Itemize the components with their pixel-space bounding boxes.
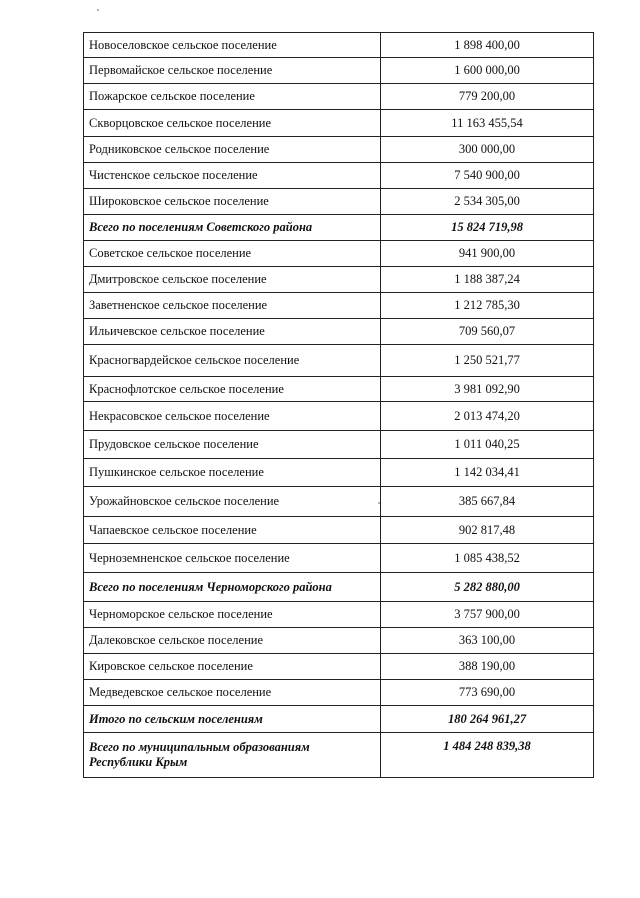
settlement-name-cell: Дмитровское сельское поселение	[84, 267, 381, 293]
scan-speck	[378, 502, 380, 504]
settlement-name-cell: Заветненское сельское поселение	[84, 293, 381, 319]
table-total-row	[84, 706, 594, 733]
amount-cell: 1 188 387,24	[381, 267, 594, 293]
settlement-name-cell: Чапаевское сельское поселение	[84, 517, 381, 544]
settlement-name-cell: Пушкинское сельское поселение	[84, 459, 381, 487]
amount-cell: 902 817,48	[381, 517, 594, 544]
settlement-name-cell: Советское сельское поселение	[84, 241, 381, 267]
table-row	[84, 84, 594, 110]
settlement-name-cell: Первомайское сельское поселение	[84, 58, 381, 84]
table-row	[84, 602, 594, 628]
settlement-name-cell: Красногвардейское сельское поселение	[84, 345, 381, 377]
amount-cell: 941 900,00	[381, 241, 594, 267]
table-row	[84, 654, 594, 680]
amount-cell: 2 013 474,20	[381, 402, 594, 431]
settlement-name-cell: Родниковское сельское поселение	[84, 137, 381, 163]
table-row	[84, 189, 594, 215]
amount-cell: 11 163 455,54	[381, 110, 594, 137]
table-total-row	[84, 573, 594, 602]
amount-cell: 388 190,00	[381, 654, 594, 680]
table-row	[84, 319, 594, 345]
table-total-row	[84, 215, 594, 241]
amount-cell: 15 824 719,98	[381, 215, 594, 241]
settlement-name-cell: Всего по поселениям Советского района	[84, 215, 381, 241]
table-row	[84, 431, 594, 459]
table-total-row	[84, 733, 594, 778]
amount-cell: 5 282 880,00	[381, 573, 594, 602]
amount-cell: 1 142 034,41	[381, 459, 594, 487]
table-row	[84, 544, 594, 573]
amount-cell: 1 484 248 839,38	[381, 733, 594, 778]
settlement-name-cell: Скворцовское сельское поселение	[84, 110, 381, 137]
table-body	[84, 33, 594, 778]
amount-cell: 180 264 961,27	[381, 706, 594, 733]
amount-cell: 3 981 092,90	[381, 377, 594, 402]
settlement-name-cell: Медведевское сельское поселение	[84, 680, 381, 706]
settlement-name-cell: Пожарское сельское поселение	[84, 84, 381, 110]
settlement-name-cell: Ильичевское сельское поселение	[84, 319, 381, 345]
settlement-name-cell: Урожайновское сельское поселение	[84, 487, 381, 517]
amount-cell: 773 690,00	[381, 680, 594, 706]
table-row	[84, 110, 594, 137]
table-row	[84, 377, 594, 402]
table-row	[84, 345, 594, 377]
amount-cell: 1 212 785,30	[381, 293, 594, 319]
settlement-name-cell: Краснофлотское сельское поселение	[84, 377, 381, 402]
settlement-name-cell: Всего по муниципальным образованиям Республики Крым	[84, 733, 381, 778]
table-row	[84, 137, 594, 163]
table-row	[84, 293, 594, 319]
amount-cell: 363 100,00	[381, 628, 594, 654]
table-row	[84, 163, 594, 189]
settlement-name-cell: Всего по поселениям Черноморского района	[84, 573, 381, 602]
table-row	[84, 628, 594, 654]
amount-cell: 3 757 900,00	[381, 602, 594, 628]
table-row	[84, 517, 594, 544]
amount-cell: 1 250 521,77	[381, 345, 594, 377]
settlement-name-cell: Кировское сельское поселение	[84, 654, 381, 680]
amount-cell: 385 667,84	[381, 487, 594, 517]
amount-cell: 300 000,00	[381, 137, 594, 163]
table-row	[84, 267, 594, 293]
table-row	[84, 241, 594, 267]
settlement-name-cell: Итого по сельским поселениям	[84, 706, 381, 733]
table-row	[84, 58, 594, 84]
settlement-name-cell: Чистенское сельское поселение	[84, 163, 381, 189]
amount-cell: 779 200,00	[381, 84, 594, 110]
amount-cell: 1 600 000,00	[381, 58, 594, 84]
settlement-name-cell: Черноморское сельское поселение	[84, 602, 381, 628]
settlement-name-cell: Прудовское сельское поселение	[84, 431, 381, 459]
table-row	[84, 680, 594, 706]
table-row	[84, 487, 594, 517]
amount-cell: 1 898 400,00	[381, 33, 594, 58]
table-row	[84, 402, 594, 431]
amount-cell: 1 011 040,25	[381, 431, 594, 459]
budget-table	[83, 32, 594, 778]
table-row	[84, 33, 594, 58]
amount-cell: 2 534 305,00	[381, 189, 594, 215]
amount-cell: 1 085 438,52	[381, 544, 594, 573]
settlement-name-cell: Некрасовское сельское поселение	[84, 402, 381, 431]
amount-cell: 709 560,07	[381, 319, 594, 345]
settlement-name-cell: Далековское сельское поселение	[84, 628, 381, 654]
settlement-name-cell: Черноземненское сельское поселение	[84, 544, 381, 573]
settlement-name-cell: Новоселовское сельское поселение	[84, 33, 381, 58]
scan-speck	[97, 9, 99, 11]
settlement-name-cell: Широковское сельское поселение	[84, 189, 381, 215]
table-row	[84, 459, 594, 487]
amount-cell: 7 540 900,00	[381, 163, 594, 189]
